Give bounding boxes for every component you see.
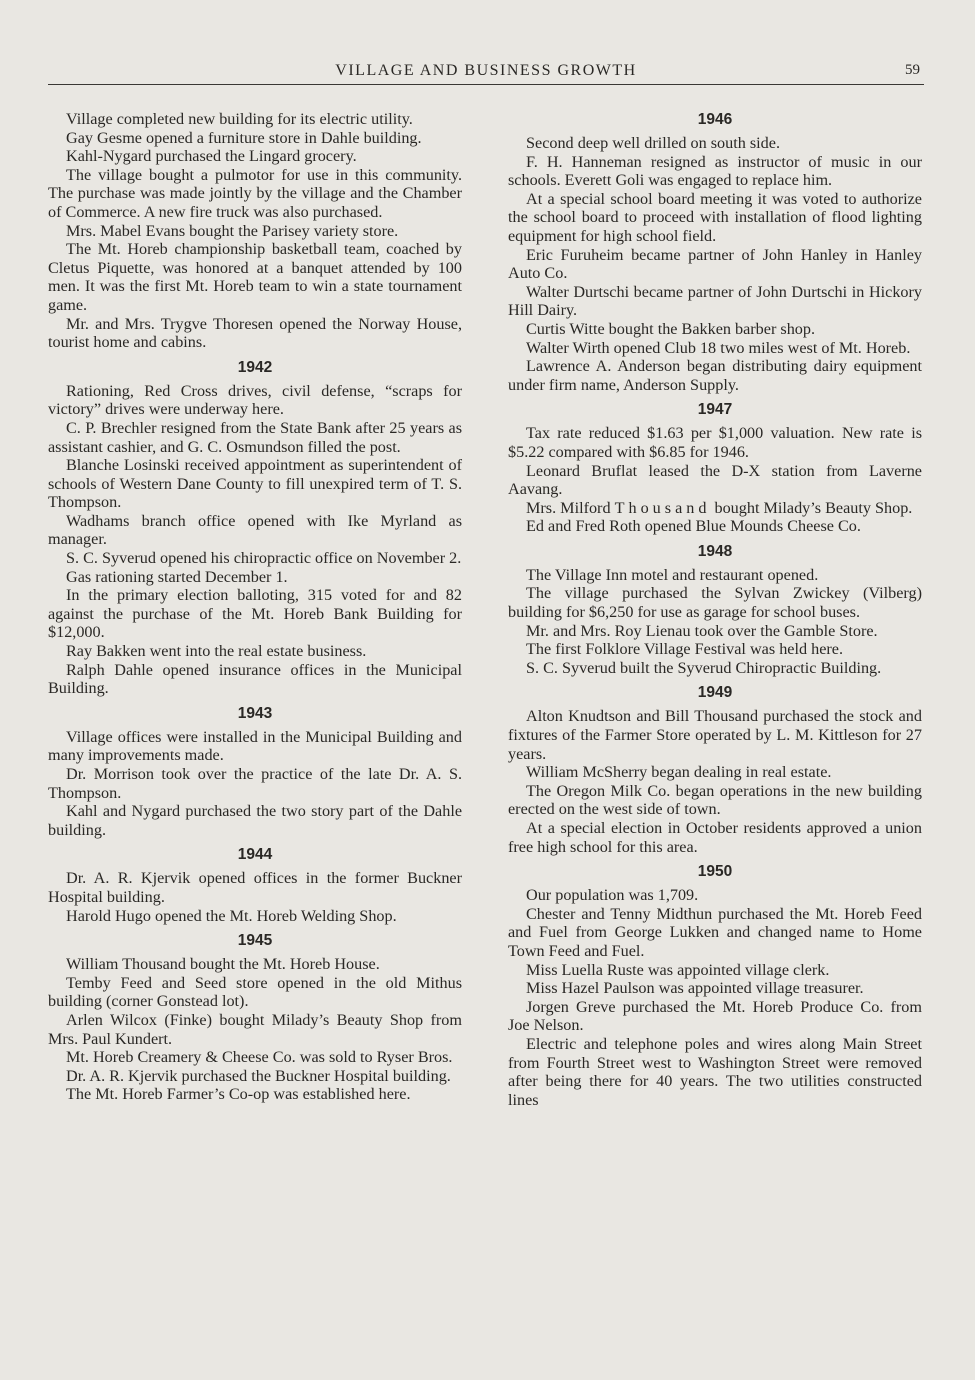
paragraph: S. C. Syverud opened his chiropractic office on November 2.	[66, 549, 462, 568]
paragraph: Mrs. Mabel Evans bought the Parisey variety store.	[66, 221, 399, 240]
year-heading-1950: 1950	[697, 863, 733, 881]
paragraph: The village purchased the Sylvan Zwickey (Vilberg) building for $6,250 for use as garage for school buses.	[508, 584, 922, 622]
paragraph: William McSherry began dealing in real estate.	[526, 763, 832, 782]
paragraph: Second deep well drilled on south side.	[526, 134, 781, 152]
paragraph: The Mt. Horeb Farmer’s Co-op was established here.	[66, 1085, 411, 1104]
paragraph: Ralph Dahle opened insurance offices in the Municipal Building.	[48, 660, 462, 698]
paragraph: In the primary election balloting, 315 voted for and 82 against the purchase of the Mt. Horeb Bank Building for $12,000.	[48, 586, 462, 642]
paragraph: Arlen Wilcox (Finke) bought Milady’s Beauty Shop from Mrs. Paul Kundert.	[48, 1010, 462, 1048]
paragraph: Miss Hazel Paulson was appointed village treasurer.	[526, 979, 864, 998]
paragraph: Gay Gesme opened a furniture store in Dahle building.	[66, 128, 422, 147]
paragraph: Alton Knudtson and Bill Thousand purchased the stock and fixtures of the Farmer Store operated by L. M. Kittleson for 27 years.	[508, 707, 922, 763]
paragraph: Kahl-Nygard purchased the Lingard grocery.	[66, 147, 357, 166]
year-heading-1949: 1949	[697, 684, 733, 702]
paragraph: Curtis Witte bought the Bakken barber shop.	[526, 319, 816, 338]
running-head: VILLAGE AND BUSINESS GROWTH	[335, 62, 637, 79]
paragraph	[508, 499, 922, 518]
paragraph: Village completed new building for its electric utility.	[66, 110, 413, 128]
paragraph: The Mt. Horeb championship basketball team, coached by Cletus Piquette, was honored at a banquet attended by 100 men. It was the first Mt. Horeb team to win a state tournament game.	[48, 240, 462, 314]
paragraph: Kahl and Nygard purchased the two story part of the Dahle building.	[48, 802, 462, 839]
paragraph: Leonard Bruflat leased the D-X station from Laverne Aavang.	[508, 461, 922, 499]
paragraph: Wadhams branch office opened with Ike Myrland as manager.	[48, 511, 462, 549]
year-heading-1947: 1947	[697, 401, 733, 419]
paragraph: Temby Feed and Seed store opened in the old Mithus building (corner Gonstead lot).	[48, 973, 462, 1011]
year-heading-1944: 1944	[237, 846, 273, 864]
paragraph: Jorgen Greve purchased the Mt. Horeb Produce Co. from Joe Nelson.	[508, 997, 922, 1035]
letterspaced-name: Thousand	[614, 498, 711, 517]
paragraph: Dr. A. R. Kjervik opened offices in the former Buckner Hospital building.	[48, 869, 462, 906]
paragraph: Rationing, Red Cross drives, civil defense, “scraps for victory” drives were underway here.	[48, 381, 462, 419]
page-number: 59	[905, 62, 920, 78]
paragraph: F. H. Hanneman resigned as instructor of music in our schools. Everett Goli was engaged to replace him.	[508, 152, 922, 190]
paragraph: Dr. A. R. Kjervik purchased the Buckner Hospital building.	[66, 1066, 451, 1085]
paragraph: C. P. Brechler resigned from the State Bank after 25 years as assistant cashier, and G. C. Osmundson filled the post.	[48, 418, 462, 456]
paragraph: Mr. and Mrs. Trygve Thoresen opened the Norway House, tourist home and cabins.	[48, 314, 462, 352]
paragraph: Our population was 1,709.	[526, 886, 699, 905]
paragraph: Walter Wirth opened Club 18 two miles west of Mt. Horeb.	[526, 338, 911, 357]
paragraph: The first Folklore Village Festival was held here.	[526, 640, 844, 659]
paragraph: Village offices were installed in the Municipal Building and many improvements made.	[48, 727, 462, 765]
paragraph: At a special election in October residents approved a union free high school for this area.	[508, 819, 922, 856]
year-heading-1948: 1948	[697, 542, 733, 560]
paragraph: The Village Inn motel and restaurant opened.	[526, 565, 819, 584]
paragraph: Harold Hugo opened the Mt. Horeb Welding Shop.	[66, 906, 397, 925]
page-header	[48, 62, 924, 85]
year-heading-1945: 1945	[237, 932, 273, 950]
paragraph: The village bought a pulmotor for use in this community. The purchase was made jointly by the village and the Chamber of Commerce. A new fire truck was also purchased.	[48, 165, 462, 221]
text-run: bought Milady’s Beauty Shop.	[710, 498, 913, 517]
paragraph: Electric and telephone poles and wires along Main Street from Fourth Street west to Washington Street were removed after being there for 40 years. The two utilities constructed lines	[508, 1034, 922, 1109]
paragraph: At a special school board meeting it was voted to authorize the school board to proceed with installation of flood lighting equipment for high school field.	[508, 189, 922, 245]
paragraph: The Oregon Milk Co. began operations in the new building erected on the west side of town.	[508, 781, 922, 819]
paragraph: Walter Durtschi became partner of John Durtschi in Hickory Hill Dairy.	[508, 282, 922, 320]
paragraph: Tax rate reduced $1.63 per $1,000 valuation. New rate is $5.22 compared with $6.85 for 1946.	[508, 424, 922, 461]
paragraph: Mr. and Mrs. Roy Lienau took over the Gamble Store.	[526, 621, 878, 640]
paragraph: Chester and Tenny Midthun purchased the Mt. Horeb Feed and Fuel from George Lukken and changed name to Home Town Feed and Fuel.	[508, 904, 922, 960]
paragraph: Ed and Fred Roth opened Blue Mounds Cheese Co.	[526, 517, 861, 536]
text-run: Mrs. Milford	[526, 498, 615, 517]
paragraph: Miss Luella Ruste was appointed village clerk.	[526, 960, 830, 979]
year-heading-1943: 1943	[237, 704, 273, 722]
right-column	[508, 110, 922, 1109]
paragraph: Blanche Losinski received appointment as superintendent of schools of Western Dane County to fill unexpired term of T. S. Thompson.	[48, 456, 462, 512]
paragraph: Gas rationing started December 1.	[66, 567, 288, 586]
paragraph: Eric Furuheim became partner of John Hanley in Hanley Auto Co.	[508, 245, 922, 283]
paragraph: S. C. Syverud built the Syverud Chiropractic Building.	[526, 658, 882, 677]
year-heading-1946: 1946	[697, 111, 733, 128]
paragraph: Dr. Morrison took over the practice of the late Dr. A. S. Thompson.	[48, 765, 462, 802]
paragraph: William Thousand bought the Mt. Horeb House.	[66, 955, 380, 974]
left-column	[48, 110, 462, 1104]
year-heading-1942: 1942	[237, 358, 273, 376]
paragraph: Mt. Horeb Creamery & Cheese Co. was sold to Ryser Bros.	[66, 1048, 453, 1067]
paragraph: Ray Bakken went into the real estate business.	[66, 642, 367, 661]
paragraph: Lawrence A. Anderson began distributing dairy equipment under firm name, Anderson Supply.	[508, 357, 922, 394]
